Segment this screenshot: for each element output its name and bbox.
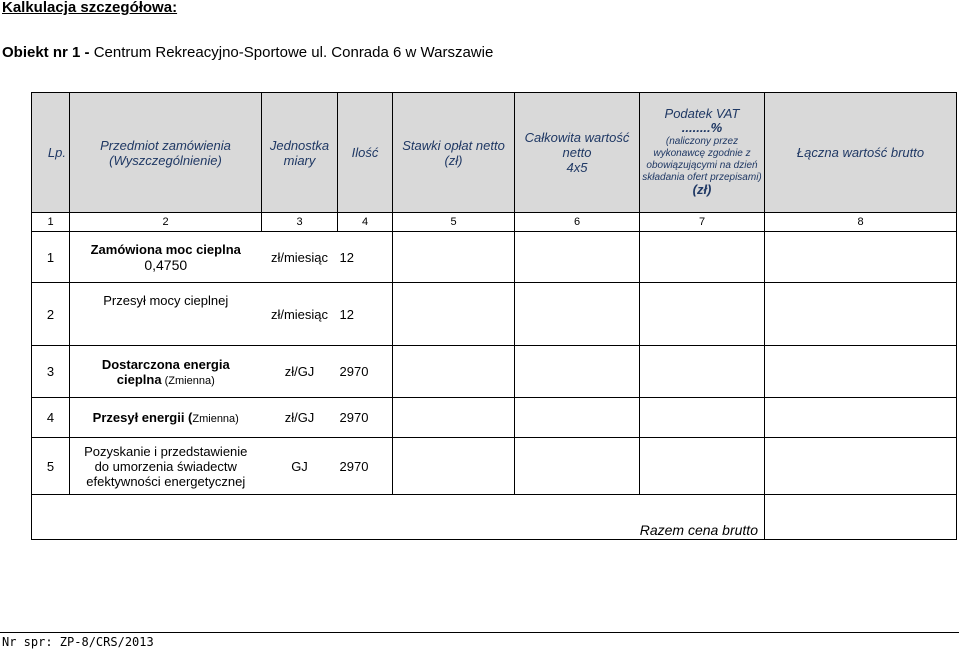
row-gross xyxy=(765,232,957,283)
row-total-net xyxy=(515,398,640,438)
header-row xyxy=(32,93,957,213)
row-lp: 5 xyxy=(32,438,70,495)
row-rate xyxy=(393,438,515,495)
row-vat xyxy=(640,346,765,398)
row-total-net xyxy=(515,438,640,495)
column-number-row xyxy=(32,213,957,232)
total-gross-value xyxy=(765,495,957,540)
header-rates: Stawki opłat netto (zł) xyxy=(393,93,515,213)
row-qty: 2970 xyxy=(338,398,393,438)
row-total-net xyxy=(515,346,640,398)
col-number: 7 xyxy=(640,213,765,232)
table-row xyxy=(32,232,957,283)
row-lp: 1 xyxy=(32,232,70,283)
col-number: 2 xyxy=(70,213,262,232)
row-vat xyxy=(640,232,765,283)
row-lp: 4 xyxy=(32,398,70,438)
row-qty: 2970 xyxy=(338,346,393,398)
col-number: 4 xyxy=(338,213,393,232)
total-row xyxy=(32,495,957,540)
row-total-net xyxy=(515,232,640,283)
object-line xyxy=(2,44,493,61)
row-lp: 3 xyxy=(32,346,70,398)
table-row xyxy=(32,283,957,346)
row-name: Dostarczona energia cieplna (Zmienna) xyxy=(70,346,262,398)
row-total-net xyxy=(515,283,640,346)
header-total-net: Całkowita wartość netto 4x5 xyxy=(515,93,640,213)
footer-rule xyxy=(0,632,959,633)
row-unit: zł/GJ xyxy=(262,398,338,438)
calculation-table xyxy=(31,92,957,540)
row-rate xyxy=(393,283,515,346)
row-qty: 12 xyxy=(338,283,393,346)
row-gross xyxy=(765,398,957,438)
header-gross: Łączna wartość brutto xyxy=(765,93,957,213)
row-lp: 2 xyxy=(32,283,70,346)
total-label: Razem cena brutto xyxy=(32,495,765,540)
object-number: Obiekt nr 1 - xyxy=(2,44,90,61)
row-unit: zł/GJ xyxy=(262,346,338,398)
header-vat: Podatek VAT ........% (naliczony przez wykonawcę zgodnie z obowiązującymi na dzień składania ofert przepisami) (zł) xyxy=(640,93,765,213)
row-rate xyxy=(393,398,515,438)
header-unit: Jednostka miary xyxy=(262,93,338,213)
row-rate xyxy=(393,232,515,283)
header-qty: Ilość xyxy=(338,93,393,213)
col-number: 6 xyxy=(515,213,640,232)
row-qty: 2970 xyxy=(338,438,393,495)
row-unit: zł/miesiąc xyxy=(262,283,338,346)
col-number: 5 xyxy=(393,213,515,232)
row-name: Pozyskanie i przedstawienie do umorzenia świadectw efektywności energetycznej xyxy=(70,438,262,495)
table-row xyxy=(32,398,957,438)
col-number: 8 xyxy=(765,213,957,232)
row-unit: GJ xyxy=(262,438,338,495)
header-lp: Lp. xyxy=(32,93,70,213)
row-gross xyxy=(765,283,957,346)
col-number: 1 xyxy=(32,213,70,232)
footer-reference: Nr spr: ZP-8/CRS/2013 xyxy=(2,635,154,649)
document-title: Kalkulacja szczegółowa: xyxy=(2,0,178,16)
col-number: 3 xyxy=(262,213,338,232)
table-row xyxy=(32,438,957,495)
row-gross xyxy=(765,438,957,495)
row-qty: 12 xyxy=(338,232,393,283)
row-vat xyxy=(640,398,765,438)
header-subject: Przedmiot zamówienia (Wyszczególnienie) xyxy=(70,93,262,213)
row-name: Przesył energii (Zmienna) xyxy=(70,398,262,438)
row-vat xyxy=(640,283,765,346)
object-name: Centrum Rekreacyjno-Sportowe ul. Conrada 6 w Warszawie xyxy=(89,44,494,61)
row-gross xyxy=(765,346,957,398)
row-unit: zł/miesiąc xyxy=(262,232,338,283)
row-vat xyxy=(640,438,765,495)
table-row xyxy=(32,346,957,398)
row-name: Zamówiona moc cieplna 0,4750 xyxy=(70,232,262,283)
row-name: Przesył mocy cieplnej xyxy=(70,283,262,346)
row-rate xyxy=(393,346,515,398)
